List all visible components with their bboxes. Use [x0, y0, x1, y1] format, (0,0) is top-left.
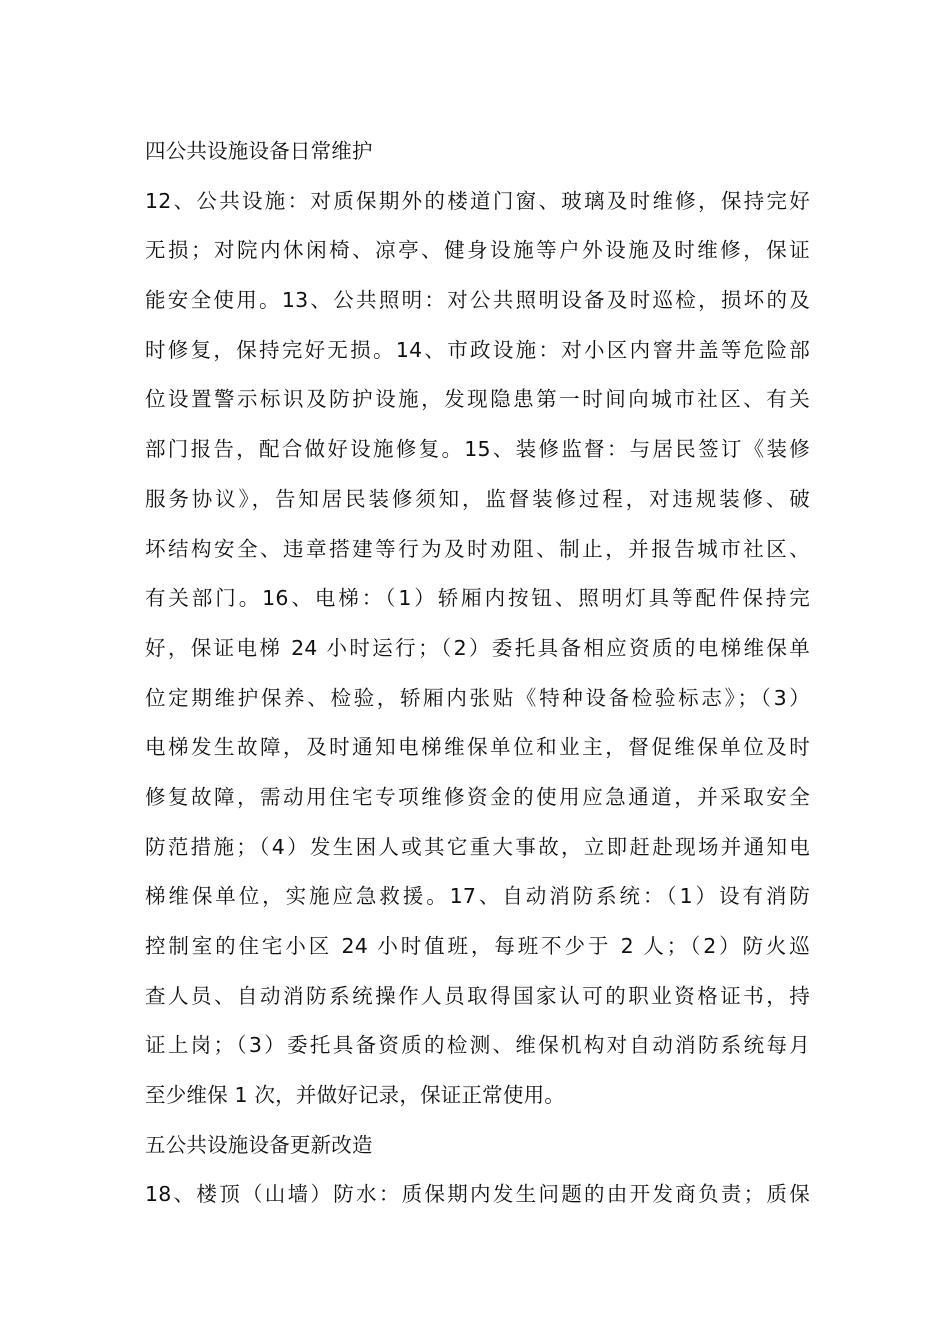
paragraph-line: 位定期维护保养、检验，轿厢内张贴《特种设备检验标志》；（3）: [145, 685, 810, 710]
paragraph-line: 查人员、自动消防系统操作人员取得国家认可的职业资格证书，持: [145, 983, 810, 1008]
paragraph-line: 好，保证电梯 24 小时运行；（2）委托具备相应资质的电梯维保单: [145, 635, 810, 660]
paragraph-line: 梯维保单位，实施应急救援。17、自动消防系统：（1）设有消防: [145, 884, 810, 909]
paragraph-line: 12、公共设施：对质保期外的楼道门窗、玻璃及时维修，保持完好: [145, 188, 810, 213]
section-heading-5: 五公共设施设备更新改造: [145, 1132, 373, 1157]
paragraph-line: 能安全使用。13、公共照明：对公共照明设备及时巡检，损坏的及: [145, 288, 810, 313]
paragraph-line-last: 至少维保 1 次，并做好记录，保证正常使用。: [145, 1083, 565, 1108]
paragraph-line: 服务协议》，告知居民装修须知，监督装修过程，对违规装修、破: [145, 486, 810, 511]
paragraph-line: 电梯发生故障，及时通知电梯维保单位和业主，督促维保单位及时: [145, 735, 810, 760]
paragraph-line: 坏结构安全、违章搭建等行为及时劝阻、制止，并报告城市社区、: [145, 536, 810, 561]
paragraph-line: 有关部门。16、电梯：（1）轿厢内按钮、照明灯具等配件保持完: [145, 586, 810, 611]
paragraph-line: 防范措施；（4）发生困人或其它重大事故，立即赶赴现场并通知电: [145, 834, 810, 859]
paragraph-line: 部门报告，配合做好设施修复。15、装修监督：与居民签订《装修: [145, 437, 810, 462]
section-heading-4: 四公共设施设备日常维护: [145, 139, 373, 163]
paragraph-line: 位设置警示标识及防护设施，发现隐患第一时间向城市社区、有关: [145, 387, 810, 412]
paragraph-line: 无损；对院内休闲椅、凉亭、健身设施等户外设施及时维修，保证: [145, 238, 810, 263]
paragraph-line: 证上岗；（3）委托具备资质的检测、维保机构对自动消防系统每月: [145, 1033, 810, 1058]
paragraph-line: 控制室的住宅小区 24 小时值班，每班不少于 2 人；（2）防火巡: [145, 934, 810, 958]
paragraph-line: 时修复，保持完好无损。14、市政设施：对小区内窨井盖等危险部: [145, 337, 810, 362]
paragraph-line: 修复故障，需动用住宅专项维修资金的使用应急通道，并采取安全: [145, 784, 810, 809]
document-body: [145, 134, 810, 1227]
paragraph-line: 18、楼顶（山墙）防水：质保期内发生问题的由开发商负责；质保: [145, 1182, 810, 1207]
